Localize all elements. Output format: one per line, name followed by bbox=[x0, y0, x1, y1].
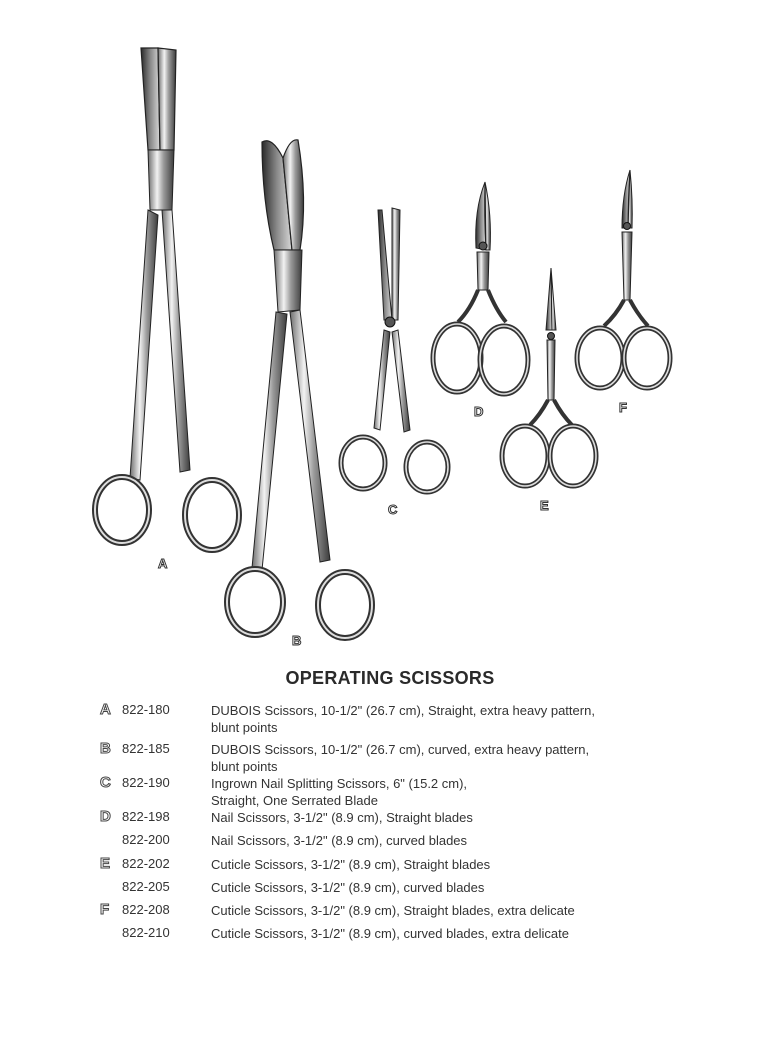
description-line: Straight, One Serrated Blade bbox=[211, 793, 378, 808]
product-code: 822-198 bbox=[122, 809, 170, 824]
product-code: 822-190 bbox=[122, 775, 170, 790]
row-letter: C bbox=[100, 774, 111, 791]
row-letter: F bbox=[100, 901, 110, 918]
row-letter: E bbox=[100, 855, 111, 872]
page-title: OPERATING SCISSORS bbox=[285, 668, 495, 688]
product-description bbox=[211, 775, 631, 809]
product-description: Cuticle Scissors, 3-1/2" (8.9 cm), Straight blades bbox=[211, 857, 491, 872]
product-code: 822-208 bbox=[122, 902, 170, 917]
product-code: 822-180 bbox=[122, 702, 170, 717]
product-description: Cuticle Scissors, 3-1/2" (8.9 cm), curved blades, extra delicate bbox=[211, 926, 569, 941]
product-description: Cuticle Scissors, 3-1/2" (8.9 cm), Straight blades, extra delicate bbox=[211, 903, 575, 918]
description-line: blunt points bbox=[211, 759, 278, 774]
description-line: blunt points bbox=[211, 720, 278, 735]
figure-label-d: D bbox=[474, 404, 484, 419]
figure-label-a: A bbox=[158, 556, 168, 571]
product-description: Nail Scissors, 3-1/2" (8.9 cm), Straight blades bbox=[211, 810, 473, 825]
figure-label-f: F bbox=[619, 400, 627, 415]
scissors-d-icon bbox=[433, 182, 528, 394]
product-code: 822-185 bbox=[122, 741, 170, 756]
product-description: Cuticle Scissors, 3-1/2" (8.9 cm), curved blades bbox=[211, 880, 485, 895]
product-code: 822-200 bbox=[122, 832, 170, 847]
row-letter: A bbox=[100, 701, 111, 718]
description-line: Ingrown Nail Splitting Scissors, 6" (15.2 cm), bbox=[211, 776, 468, 791]
product-description bbox=[211, 702, 631, 736]
product-description: Nail Scissors, 3-1/2" (8.9 cm), curved blades bbox=[211, 833, 468, 848]
description-line: DUBOIS Scissors, 10-1/2" (26.7 cm), curved, extra heavy pattern, bbox=[211, 742, 590, 757]
scissors-f-icon bbox=[577, 170, 670, 388]
product-code: 822-205 bbox=[122, 879, 170, 894]
product-code: 822-210 bbox=[122, 925, 170, 940]
scissors-a-icon bbox=[95, 48, 239, 550]
figure-label-e: E bbox=[540, 498, 549, 513]
description-line: DUBOIS Scissors, 10-1/2" (26.7 cm), Straight, extra heavy pattern, bbox=[211, 703, 595, 718]
scissors-b-icon bbox=[227, 140, 372, 638]
figure-label-b: B bbox=[292, 633, 302, 648]
product-code: 822-202 bbox=[122, 856, 170, 871]
product-description bbox=[211, 741, 631, 775]
figure-label-c: C bbox=[388, 502, 398, 517]
row-letter: D bbox=[100, 808, 111, 825]
row-letter: B bbox=[100, 740, 111, 757]
